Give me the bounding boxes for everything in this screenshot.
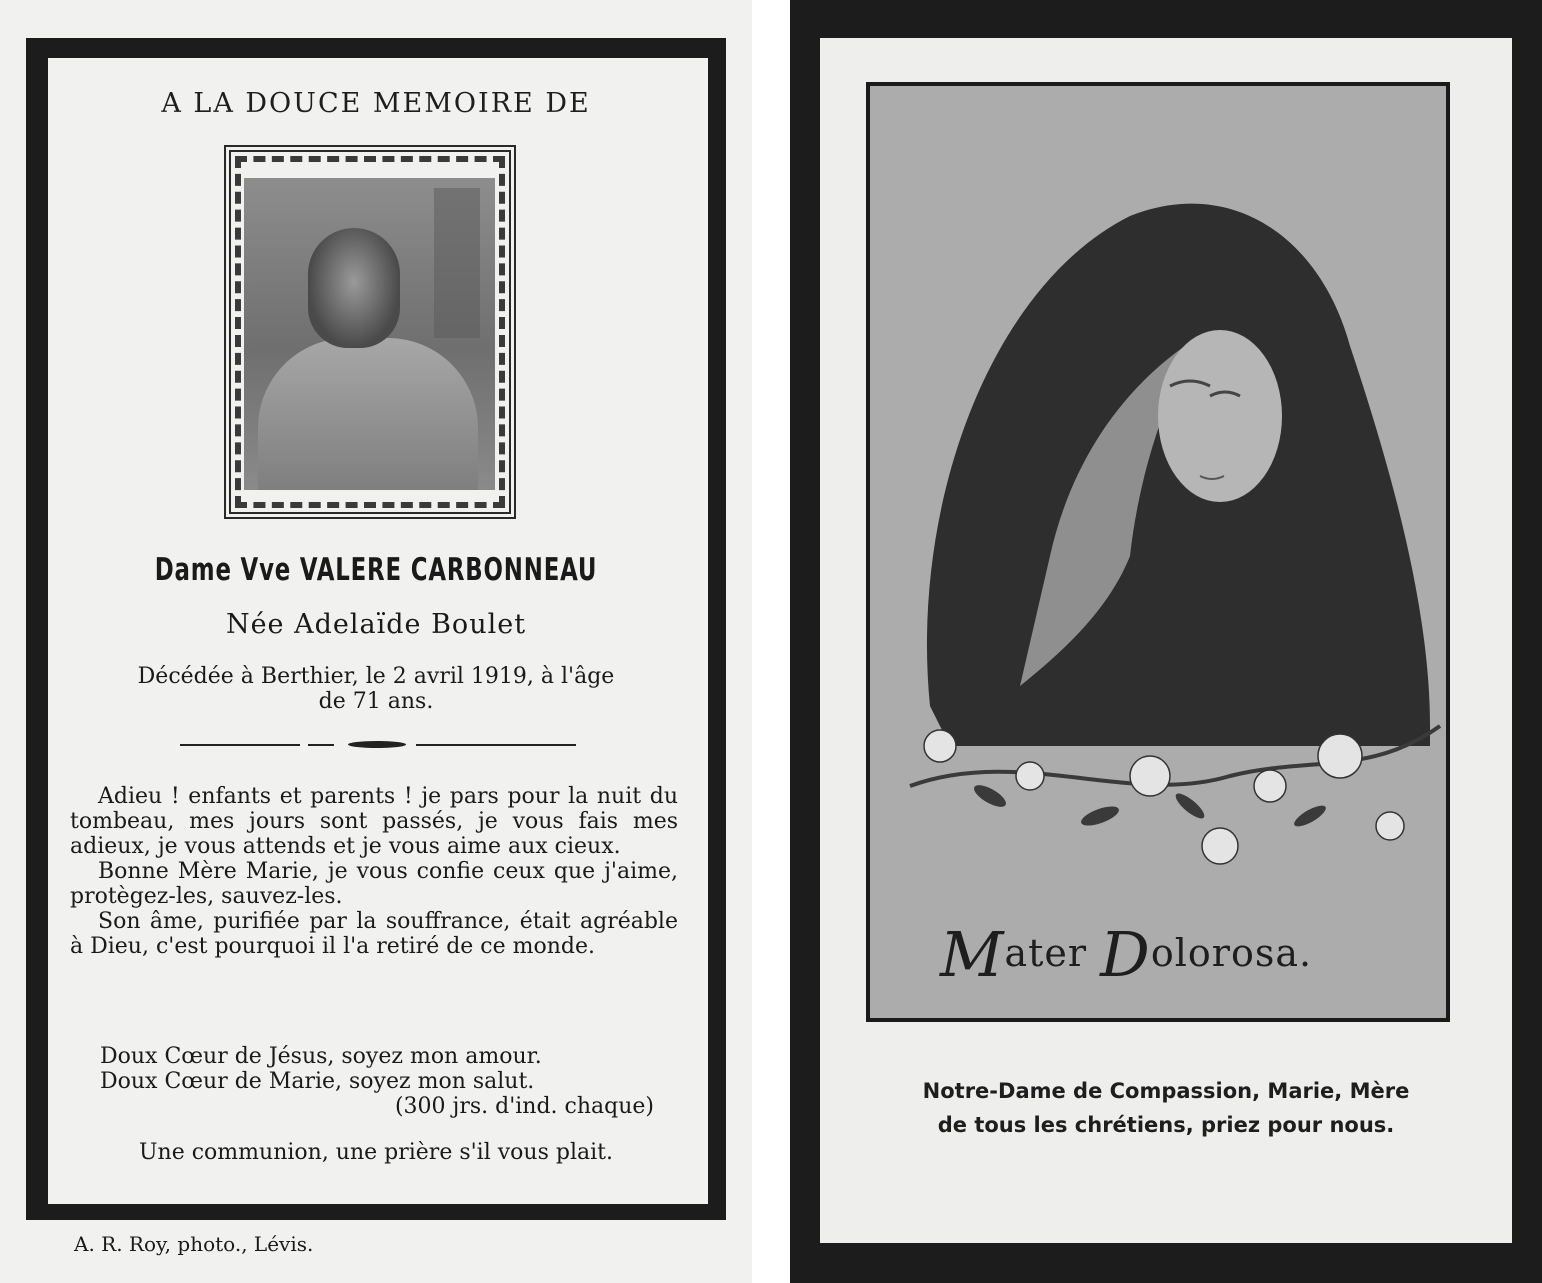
poem-paragraph: Bonne Mère Marie, je vous confie ceux que j'aime, protègez-les, sauvez-les. xyxy=(70,859,678,909)
prayer-invocations xyxy=(100,1044,660,1119)
title-initial-m: M xyxy=(940,918,1005,991)
death-line-2: de 71 ans. xyxy=(318,689,434,714)
title-word-ater: ater xyxy=(1004,931,1088,975)
mater-dolorosa-illustration xyxy=(866,82,1450,1022)
compassion-prayer xyxy=(866,1074,1466,1142)
prayer-line-1: Notre-Dame de Compassion, Marie, Mère xyxy=(922,1079,1410,1103)
title-word-olorosa: olorosa. xyxy=(1150,931,1313,975)
farewell-text xyxy=(70,784,678,959)
card-heading: A LA DOUCE MEMOIRE DE xyxy=(161,88,591,119)
death-line-1: Décédée à Berthier, le 2 avril 1919, à l'âge xyxy=(137,664,615,689)
photographer-credit: A. R. Roy, photo., Lévis. xyxy=(74,1232,314,1256)
invocation-line: Doux Cœur de Jésus, soyez mon amour. xyxy=(100,1044,542,1069)
poem-paragraph: Son âme, purifiée par la souffrance, était agréable à Dieu, c'est pourquoi il l'a retiré de ce monde. xyxy=(70,909,678,959)
mater-dolorosa-title xyxy=(940,918,1400,991)
portrait-photo xyxy=(244,178,495,490)
maiden-name: Née Adelaïde Boulet xyxy=(225,609,527,640)
death-details xyxy=(78,664,674,714)
invocation-line: Doux Cœur de Marie, soyez mon salut. xyxy=(100,1069,535,1094)
ornamental-divider xyxy=(180,743,576,747)
prayer-line-2: de tous les chrétiens, priez pour nous. xyxy=(937,1113,1395,1137)
title-initial-d: D xyxy=(1100,918,1151,991)
indulgence-note: (300 jrs. d'ind. chaque) xyxy=(394,1094,654,1119)
poem-paragraph: Adieu ! enfants et parents ! je pars pour la nuit du tombeau, mes jours sont passés, je vous fais mes adieux, je vous attends et je vous aime aux cieux. xyxy=(70,784,678,859)
virgin-mary-drawing xyxy=(870,86,1450,1022)
deceased-name: Dame Vve VALERE CARBONNEAU xyxy=(154,552,598,588)
closing-request: Une communion, une prière s'il vous plait. xyxy=(139,1140,613,1165)
